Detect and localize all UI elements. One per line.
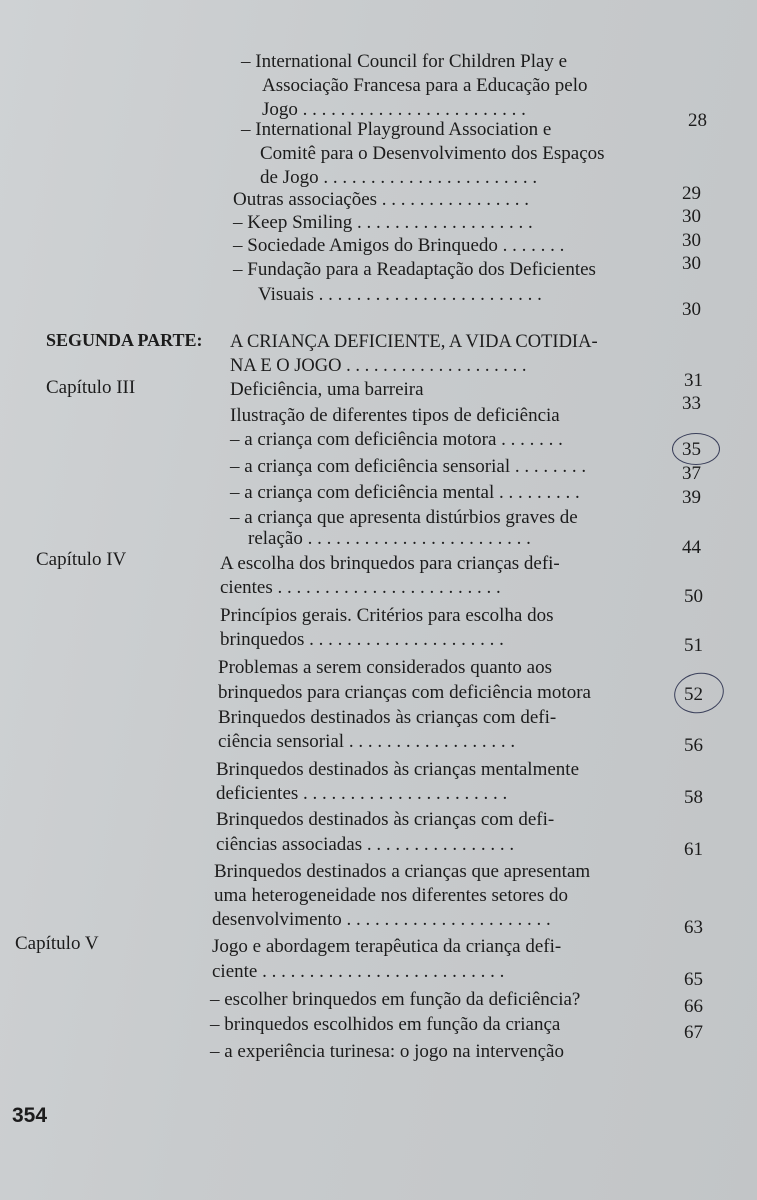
toc-line: – a experiência turinesa: o jogo na intervenção	[210, 1041, 564, 1062]
toc-page-number: 44	[682, 537, 701, 558]
toc-page-number: 65	[684, 969, 703, 990]
toc-line: Brinquedos destinados às crianças com defi-	[218, 707, 557, 728]
toc-line: Ilustração de diferentes tipos de deficiência	[230, 405, 560, 426]
toc-page-number: 61	[684, 839, 703, 860]
toc-page-number: 66	[684, 996, 703, 1017]
toc-line: Deficiência, uma barreira	[230, 379, 424, 400]
toc-line: Brinquedos destinados a crianças que apresentam	[214, 861, 591, 882]
toc-line: Comitê para o Desenvolvimento dos Espaços	[260, 143, 605, 164]
chapter-label-iii: Capítulo III	[46, 377, 136, 398]
toc-page-number: 37	[682, 463, 701, 484]
chapter-label-v: Capítulo V	[15, 933, 99, 954]
toc-line: Princípios gerais. Critérios para escolha dos	[220, 605, 554, 626]
toc-line: Visuais . . . . . . . . . . . . . . . . . . . . . . . .	[258, 284, 542, 305]
toc-line: ciência sensorial . . . . . . . . . . . . . . . . . .	[218, 731, 516, 752]
toc-line: Brinquedos destinados às crianças mentalmente	[216, 759, 580, 780]
toc-line: – International Playground Association e	[241, 119, 552, 140]
toc-line: desenvolvimento . . . . . . . . . . . . . . . . . . . . . .	[212, 909, 551, 930]
chapter-label-iv: Capítulo IV	[36, 549, 127, 570]
toc-line: – brinquedos escolhidos em função da criança	[210, 1014, 561, 1035]
page-number: 354	[12, 1104, 48, 1127]
toc-line: – International Council for Children Play e	[241, 51, 568, 72]
toc-line: – a criança que apresenta distúrbios graves de	[230, 507, 578, 528]
toc-page-number: 30	[682, 206, 701, 227]
toc-page-number: 56	[684, 735, 703, 756]
toc-line: – Keep Smiling . . . . . . . . . . . . . . . . . . .	[233, 212, 533, 233]
toc-line: Outras associações . . . . . . . . . . . . . . . .	[233, 189, 530, 210]
toc-line: A CRIANÇA DEFICIENTE, A VIDA COTIDIA-	[230, 332, 598, 352]
toc-line: Jogo . . . . . . . . . . . . . . . . . . . . . . . .	[262, 99, 526, 120]
toc-page-number: 30	[682, 299, 701, 320]
toc-line: ciente . . . . . . . . . . . . . . . . . . . . . . . . . .	[212, 961, 505, 982]
toc-line: de Jogo . . . . . . . . . . . . . . . . . . . . . . .	[260, 167, 538, 188]
toc-line: – a criança com deficiência motora . . . . . . .	[230, 429, 563, 450]
toc-line: NA E O JOGO . . . . . . . . . . . . . . . . . . . .	[230, 356, 527, 376]
toc-page-number: 33	[682, 393, 701, 414]
toc-page-number: 30	[682, 253, 701, 274]
toc-page-number: 35	[682, 439, 701, 460]
toc-page-number: 58	[684, 787, 703, 808]
toc-line: ciências associadas . . . . . . . . . . . . . . . .	[216, 834, 515, 855]
toc-line: brinquedos para crianças com deficiência motora	[218, 682, 591, 703]
toc-page-number: 31	[684, 370, 703, 391]
handwritten-circle	[672, 433, 720, 465]
toc-line: Problemas a serem considerados quanto aos	[218, 657, 552, 678]
toc-page-number: 50	[684, 586, 703, 607]
toc-line: – Fundação para a Readaptação dos Deficientes	[233, 259, 596, 280]
toc-line: – escolher brinquedos em função da deficiência?	[210, 989, 581, 1010]
toc-page-number: 39	[682, 487, 701, 508]
toc-page-number: 30	[682, 230, 701, 251]
toc-line: – Sociedade Amigos do Brinquedo . . . . . . .	[233, 235, 565, 256]
toc-page-number: 28	[688, 110, 707, 131]
toc-line: – a criança com deficiência sensorial . . . . . . . .	[230, 456, 587, 477]
toc-line: Associação Francesa para a Educação pelo	[262, 75, 588, 96]
toc-line: cientes . . . . . . . . . . . . . . . . . . . . . . . .	[220, 577, 501, 598]
toc-line: relação . . . . . . . . . . . . . . . . . . . . . . . .	[248, 528, 531, 549]
toc-page-number: 67	[684, 1022, 703, 1043]
toc-line: Brinquedos destinados às crianças com defi-	[216, 809, 555, 830]
toc-line: Jogo e abordagem terapêutica da criança defi-	[212, 936, 562, 957]
toc-line: A escolha dos brinquedos para crianças defi-	[220, 553, 560, 574]
part-label: SEGUNDA PARTE:	[46, 330, 203, 350]
toc-line: uma heterogeneidade nos diferentes setores do	[214, 885, 569, 906]
toc-page-number: 29	[682, 183, 701, 204]
toc-line: brinquedos . . . . . . . . . . . . . . . . . . . . .	[220, 629, 504, 650]
toc-line: – a criança com deficiência mental . . . . . . . . .	[230, 482, 580, 503]
toc-page-number: 51	[684, 635, 703, 656]
toc-page-number: 52	[684, 684, 703, 705]
toc-line: deficientes . . . . . . . . . . . . . . . . . . . . . .	[216, 783, 508, 804]
handwritten-circle	[670, 668, 727, 718]
toc-page-number: 63	[684, 917, 703, 938]
